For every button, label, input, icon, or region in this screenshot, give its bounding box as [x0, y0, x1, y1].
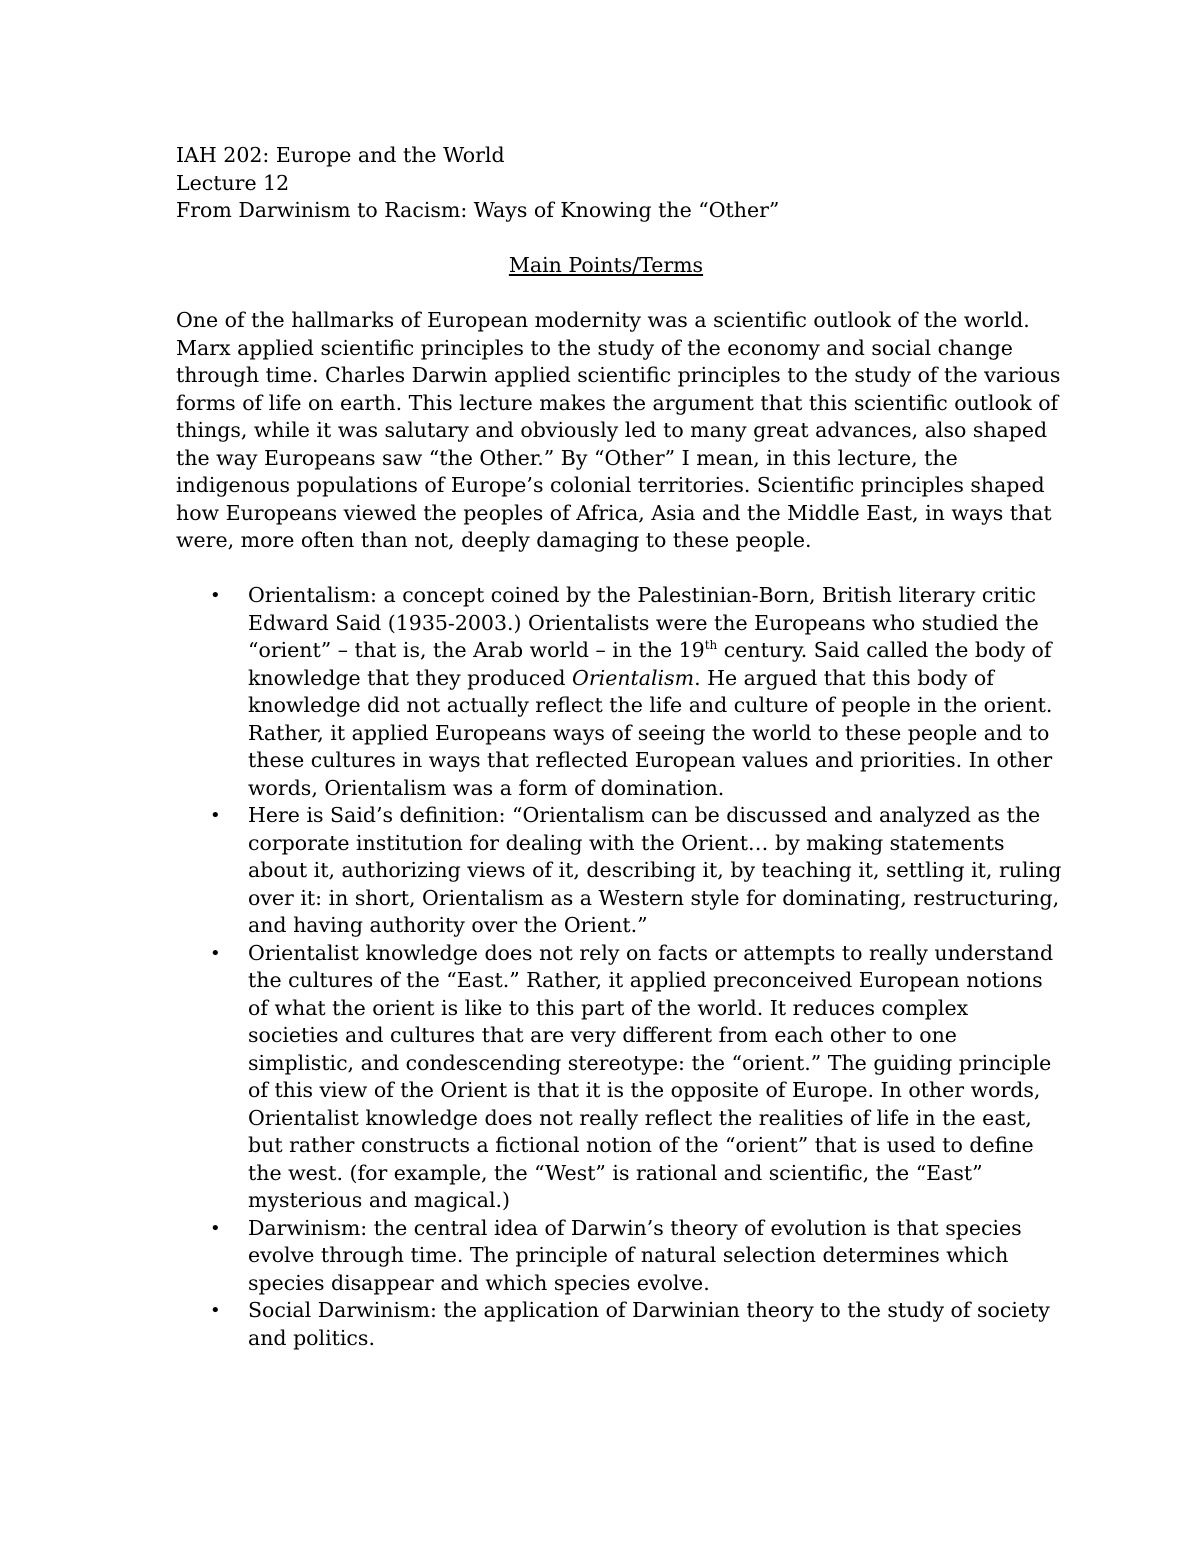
- point-line: Darwinism: the central idea of Darwin’s theory of evolution is that species: [248, 1215, 1022, 1240]
- intro-line: Marx applied scientific principles to the study of the economy and social change: [176, 335, 1013, 360]
- intro-line: how Europeans viewed the peoples of Africa, Asia and the Middle East, in ways that: [176, 500, 1052, 525]
- point-line: these cultures in ways that reflected European values and priorities. In other: [248, 748, 1053, 772]
- point-line: Edward Said (1935-2003.) Orientalists were the Europeans who studied the: [248, 610, 1039, 635]
- lecture-number: Lecture 12: [176, 170, 290, 195]
- point-line: but rather constructs a fictional notion of the “orient” that is used to define: [248, 1133, 1034, 1157]
- intro-paragraph: [176, 307, 1061, 555]
- bullet-icon: •: [210, 1217, 221, 1239]
- bullet-icon: •: [210, 1300, 221, 1321]
- point-orientalist-knowledge: [176, 940, 1054, 1215]
- point-line: the cultures of the “East.” Rather, it applied preconceived European notions: [248, 968, 1043, 992]
- point-line: Orientalism: a concept coined by the Palestinian-Born, British literary critic: [248, 583, 1036, 607]
- intro-line: One of the hallmarks of European modernity was a scientific outlook of the world.: [176, 308, 1030, 332]
- point-line: simplistic, and condescending stereotype: the “orient.” The guiding principle: [248, 1050, 1052, 1075]
- point-line: Here is Said’s definition: “Orientalism can be discussed and analyzed as the: [248, 803, 1041, 827]
- point-line: societies and cultures that are very different from each other to one: [248, 1023, 957, 1047]
- point-line: over it: in short, Orientalism as a Western style for dominating, restructuring,: [248, 885, 1060, 910]
- bullet-icon: •: [210, 805, 221, 826]
- point-line: words, Orientalism was a form of domination.: [248, 775, 725, 800]
- point-line: the west. (for example, the “West” is rational and scientific, the “East”: [248, 1160, 983, 1185]
- point-line: Rather, it applied Europeans ways of seeing the world to these people and to: [248, 720, 1050, 745]
- point-line: Orientalist knowledge does not rely on facts or attempts to really understand: [248, 940, 1054, 965]
- point-line: and politics.: [248, 1325, 375, 1350]
- main-points-list: [176, 582, 1062, 1352]
- intro-line: indigenous populations of Europe’s colonial territories. Scientific principles shaped: [176, 473, 1045, 497]
- intro-line: were, more often than not, deeply damaging to these people.: [176, 528, 812, 552]
- lecture-title: From Darwinism to Racism: Ways of Knowing the “Other”: [176, 198, 780, 222]
- document-content: [176, 142, 1062, 1352]
- point-orientalism: [176, 582, 1053, 802]
- point-said-definition: [176, 802, 1062, 940]
- bullet-icon: •: [210, 585, 221, 606]
- point-line: of this view of the Orient is that it is the opposite of Europe. In other words,: [248, 1078, 1041, 1102]
- point-line: evolve through time. The principle of natural selection determines which: [248, 1243, 1009, 1267]
- section-title: Main Points/Terms: [508, 253, 704, 277]
- point-line: corporate institution for dealing with the Orient… by making statements: [248, 830, 1005, 855]
- intro-line: things, while it was salutary and obviously led to many great advances, also shaped: [176, 418, 1048, 442]
- point-line: and having authority over the Orient.”: [248, 913, 648, 937]
- point-line: mysterious and magical.): [248, 1188, 511, 1212]
- intro-line: through time. Charles Darwin applied scientific principles to the study of the various: [176, 363, 1061, 387]
- point-line: of what the orient is like to this part of the world. It reduces complex: [248, 995, 969, 1020]
- intro-line: the way Europeans saw “the Other.” By “Other” I mean, in this lecture, the: [176, 445, 958, 470]
- point-line: about it, authorizing views of it, describing it, by teaching it, settling it, ruling: [248, 858, 1062, 882]
- point-social-darwinism: [176, 1297, 1050, 1352]
- point-line: knowledge did not actually reflect the life and culture of people in the orient.: [248, 693, 1053, 717]
- course-title: IAH 202: Europe and the World: [176, 143, 505, 167]
- point-line: “orient” – that is, the Arab world – in the 19th century. Said called the body of: [248, 638, 1052, 662]
- point-line: species disappear and which species evolve.: [248, 1270, 710, 1295]
- bullet-icon: •: [210, 942, 221, 964]
- point-line: knowledge that they produced Orientalism. He argued that this body of: [248, 665, 994, 690]
- point-darwinism: [176, 1215, 1036, 1298]
- point-line: Orientalist knowledge does not really reflect the realities of life in the east,: [248, 1105, 1032, 1130]
- point-line: Social Darwinism: the application of Darwinian theory to the study of society: [248, 1298, 1050, 1322]
- intro-line: forms of life on earth. This lecture makes the argument that this scientific outlook of: [176, 390, 1059, 415]
